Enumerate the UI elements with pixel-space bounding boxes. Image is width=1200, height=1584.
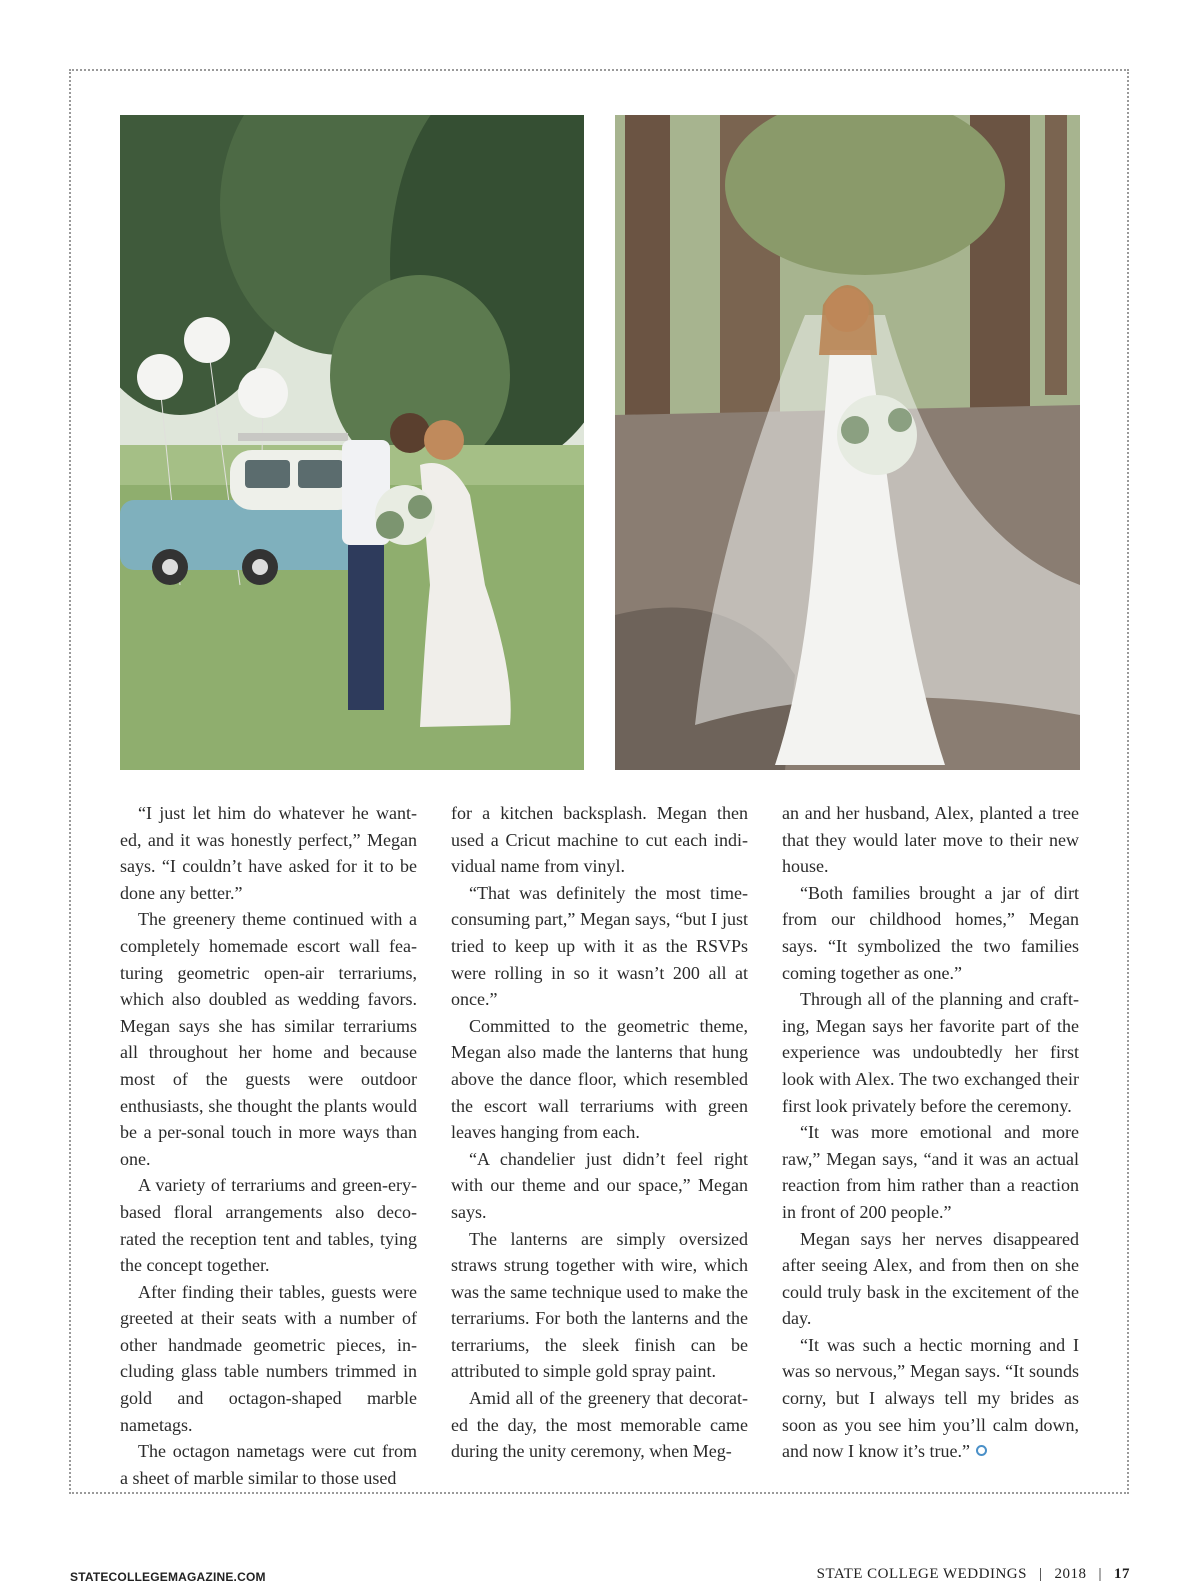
article-column-2 [451,800,748,1465]
footer-year: 2018 [1054,1566,1087,1582]
footer-website: STATECOLLEGEMAGAZINE.COM [70,1570,266,1584]
photo-couple-with-bus [120,115,584,770]
paragraph: “Both families brought a jar of dirt from our childhood homes,” Megan says. “It symbolized the two families coming together as one.” [782,882,1079,983]
paragraph: “It was more emotional and more raw,” Megan says, “and it was an actual reaction from him rather than a reaction in front of 200 people.” [782,1122,1079,1222]
paragraph: “That was definitely the most time-consuming part,” Megan says, “but I just tried to keep up with it as the RSVPs were rolling in so it wasn’t 200 all at once.” [451,882,748,1010]
paragraph: The greenery theme continued with a completely homemade escort wall fea-turing geometric open-air terrariums, which also doubled as wedding favors. Megan says she has similar terrariums all throughout her home and because most of the guests were outdoor enthusiasts, she thought the plants would be a per-sonal touch in more ways than one. [120,909,417,1169]
page-number: 17 [1114,1566,1130,1582]
paragraph: After finding their tables, guests were greeted at their seats with a number of other handmade geometric pieces, in-cluding glass table numbers trimmed in gold and octagon-shaped marble nametags. [120,1281,417,1435]
paragraph: “I just let him do whatever he want-ed, and it was honestly perfect,” Megan says. “I couldn’t have asked for it to be done any better.” [120,803,417,903]
paragraph: A variety of terrariums and green-ery-based floral arrangements also deco-rated the reception tent and tables, tying the concept together. [120,1175,417,1276]
article-column-1 [120,800,417,1491]
footer-separator: | [1098,1566,1102,1582]
photo-bride-with-veil [615,115,1080,770]
footer-folio [817,1566,1130,1583]
paragraph: The octagon nametags were cut from a sheet of marble similar to those used [120,1441,417,1488]
paragraph [782,1332,1079,1465]
end-of-article-icon [976,1445,987,1456]
paragraph: Committed to the geometric theme, Megan also made the lanterns that hung above the dance floor, which resembled the escort wall terrariums with green leaves hanging from each. [451,1015,748,1143]
paragraph: “A chandelier just didn’t feel right with our theme and our space,” Megan says. [451,1148,748,1222]
footer-publication: STATE COLLEGE WEDDINGS [816,1566,1027,1582]
paragraph: Megan says her nerves disappeared after seeing Alex, and from then on she could truly bask in the excitement of the day. [782,1228,1079,1329]
paragraph: for a kitchen backsplash. Megan then used a Cricut machine to cut each indi-vidual name from vinyl. [451,803,748,877]
paragraph: The lanterns are simply oversized straws strung together with wire, which was the same technique used to make the terrariums. For both the lanterns and the terrariums, the sleek finish can be attributed to simple gold spray paint. [451,1228,748,1382]
paragraph-text: “It was such a hectic morning and I was so nervous,” Megan says. “It sounds corny, but I always tell my brides as soon as you see him you’ll calm down, and now I know it’s true.” [782,1334,1079,1462]
photo-couple-illustration [120,115,584,770]
paragraph: Amid all of the greenery that decorat-ed the day, the most memorable came during the unity ceremony, when Meg- [451,1388,748,1462]
footer-separator: | [1038,1566,1043,1582]
article-column-3 [782,800,1079,1465]
paragraph: Through all of the planning and craft-ing, Megan says her favorite part of the experience was undoubtedly her first look with Alex. The two exchanged their first look privately before the ceremony. [782,989,1079,1116]
paragraph: an and her husband, Alex, planted a tree that they would later move to their new house. [782,803,1079,877]
photo-bride-illustration [615,115,1080,770]
